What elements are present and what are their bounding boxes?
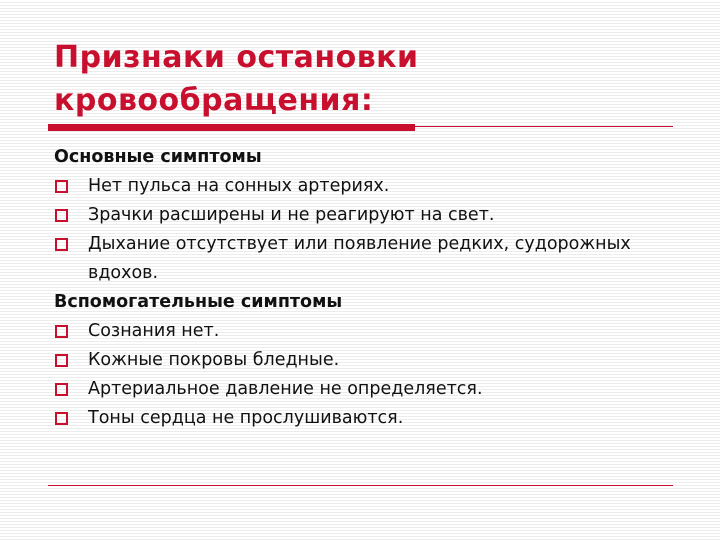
hollow-square-bullet-icon bbox=[55, 354, 68, 367]
slide-title-line-1: Признаки остановки bbox=[54, 40, 419, 75]
footer-divider bbox=[48, 485, 673, 486]
list-item-text: Сознания нет. bbox=[88, 321, 220, 341]
list-item-text: Кожные покровы бледные. bbox=[88, 350, 340, 370]
list-item-text: Дыхание отсутствует или появление редких, судорожных вдохов. bbox=[88, 234, 631, 283]
hollow-square-bullet-icon bbox=[55, 383, 68, 396]
main-symptoms-list bbox=[54, 172, 674, 288]
hollow-square-bullet-icon bbox=[55, 180, 68, 193]
hollow-square-bullet-icon bbox=[55, 412, 68, 425]
slide-title-line-2: кровообращения: bbox=[54, 83, 374, 118]
title-underline-thick bbox=[48, 124, 415, 131]
hollow-square-bullet-icon bbox=[55, 238, 68, 251]
title-underline-thin bbox=[415, 126, 673, 127]
hollow-square-bullet-icon bbox=[55, 325, 68, 338]
auxiliary-symptoms-list bbox=[54, 317, 674, 433]
hollow-square-bullet-icon bbox=[55, 209, 68, 222]
list-item-text: Нет пульса на сонных артериях. bbox=[88, 176, 390, 196]
list-item bbox=[54, 375, 674, 404]
list-item bbox=[54, 346, 674, 375]
main-symptoms-heading: Основные симптомы bbox=[54, 147, 262, 167]
list-item bbox=[54, 404, 674, 433]
list-item-text: Зрачки расширены и не реагируют на свет. bbox=[88, 205, 495, 225]
list-item bbox=[54, 230, 674, 288]
list-item bbox=[54, 172, 674, 201]
list-item bbox=[54, 317, 674, 346]
list-item-text: Тоны сердца не прослушиваются. bbox=[88, 408, 404, 428]
list-item-text: Артериальное давление не определяется. bbox=[88, 379, 483, 399]
slide-content bbox=[54, 143, 674, 433]
auxiliary-symptoms-heading: Вспомогательные симптомы bbox=[54, 292, 343, 312]
slide-title bbox=[54, 36, 674, 122]
list-item bbox=[54, 201, 674, 230]
